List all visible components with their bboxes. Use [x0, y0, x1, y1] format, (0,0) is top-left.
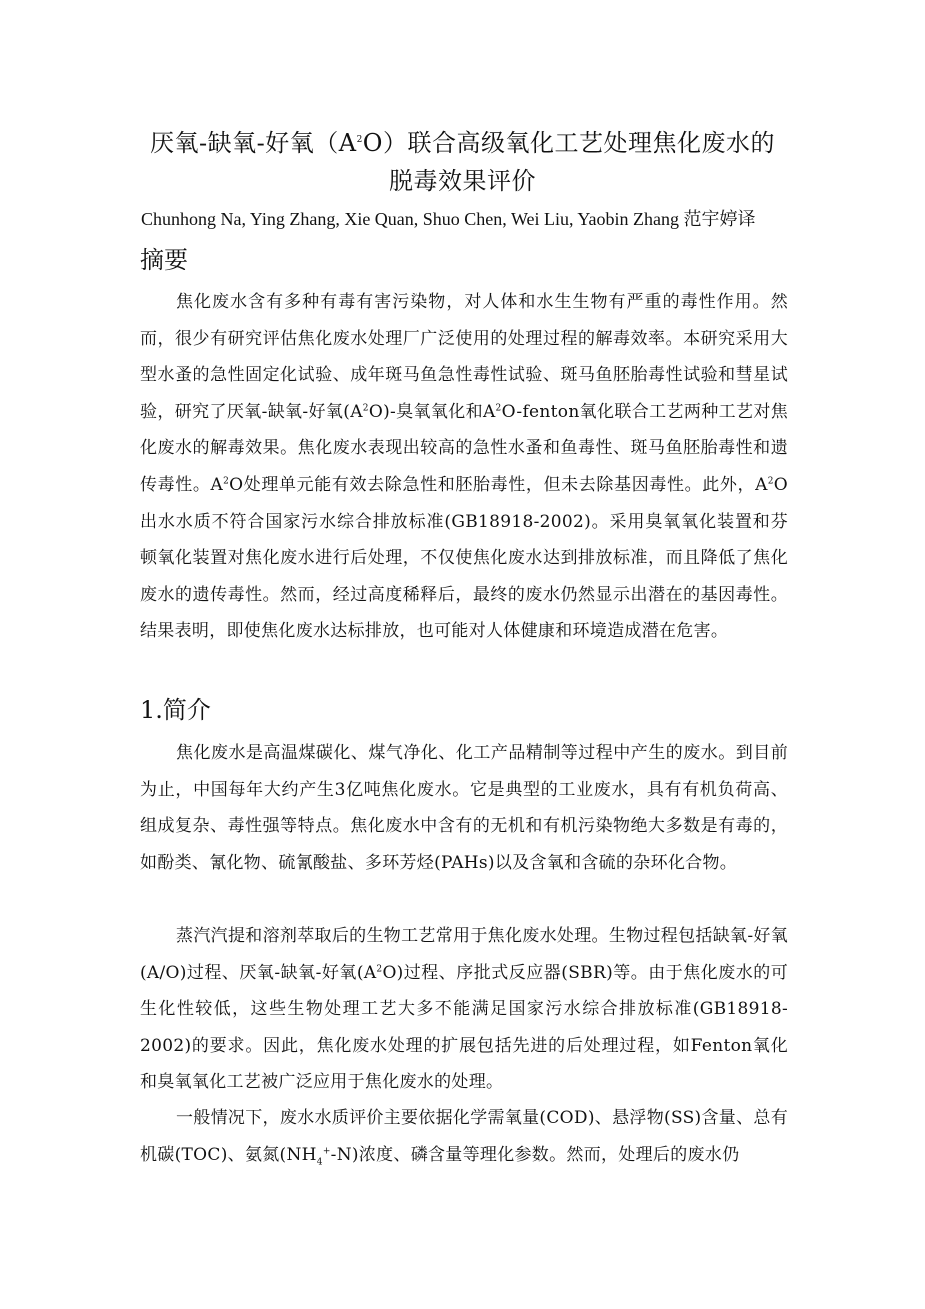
- title-line-1: 厌氧-缺氧-好氧$(A^2O)$联合高级氧化工艺处理焦化废水的: [150, 129, 775, 157]
- paper-title: [110, 124, 815, 200]
- abstract-paragraph: 焦化废水含有多种有毒有害污染物，对人体和水生生物有严重的毒性作用。然而，很少有研究评估焦化废水处理厂广泛使用的处理过程的解毒效率。本研究采用大型水蚤的急性固定化试验、成年斑马鱼急性毒性试验、斑马鱼胚胎毒性试验和彗星试验，研究了厌氧-缺氧-好氧$(A^2O)-$臭氧氧化和$A^2O$-fenton氧化联合工艺两种工艺对焦化废水的解毒效果。焦化废水表现出较高的急性水蚤和鱼毒性、斑马鱼胚胎毒性和遗传毒性。$A^2O$处理单元能有效去除急性和胚胎毒性，但未去除基因毒性。此外，$A^2O$出水水质不符合国家污水综合排放标准(GB18918-2002)。采用臭氧氧化装置和芬顿氧化装置对焦化废水进行后处理，不仅使焦化废水达到排放标准，而且降低了焦化废水的遗传毒性。然而，经过高度稀释后，最终的废水仍然显示出潜在的基因毒性。结果表明，即使焦化废水达标排放，也可能对人体健康和环境造成潜在危害。: [140, 292, 789, 642]
- intro-paragraph-1: 焦化废水是高温煤碳化、煤气净化、化工产品精制等过程中产生的废水。到目前为止，中国每年大约产生3亿吨焦化废水。它是典型的工业废水，具有有机负荷高、组成复杂、毒性强等特点。焦化废水中含有的无机和有机污染物绝大多数是有毒的，如酚类、氰化物、硫氰酸盐、多环芳烃(PAHs)以及含氧和含硫的杂环化合物。: [140, 743, 788, 873]
- intro-paragraph-3: 一般情况下，废水水质评价主要依据化学需氧量(COD)、悬浮物(SS)含量、总有机碳(TOC)、氨氮$(NH_4^+-N)$浓度、磷含量等理化参数。然而，处理后的废水仍: [140, 1108, 788, 1167]
- author-line: Chunhong Na, Ying Zhang, Xie Quan, Shuo Chen, Wei Liu, Yaobin Zhang 范宇婷译: [141, 209, 756, 229]
- abstract-heading: 摘要: [140, 246, 188, 274]
- title-line-2: 脱毒效果评价: [389, 167, 536, 195]
- intro-heading: 1.简介: [140, 696, 211, 724]
- intro-paragraph-2: 蒸汽汽提和溶剂萃取后的生物工艺常用于焦化废水处理。生物过程包括缺氧-好氧(A/O)过程、厌氧-缺氧-好氧$(A^2O)$过程、序批式反应器(SBR)等。由于焦化废水的可生化性较低，这些生物处理工艺大多不能满足国家污水综合排放标准(GB18918-2002)的要求。因此，焦化废水处理的扩展包括先进的后处理过程，如Fenton氧化和臭氧氧化工艺被广泛应用于焦化废水的处理。: [140, 926, 788, 1093]
